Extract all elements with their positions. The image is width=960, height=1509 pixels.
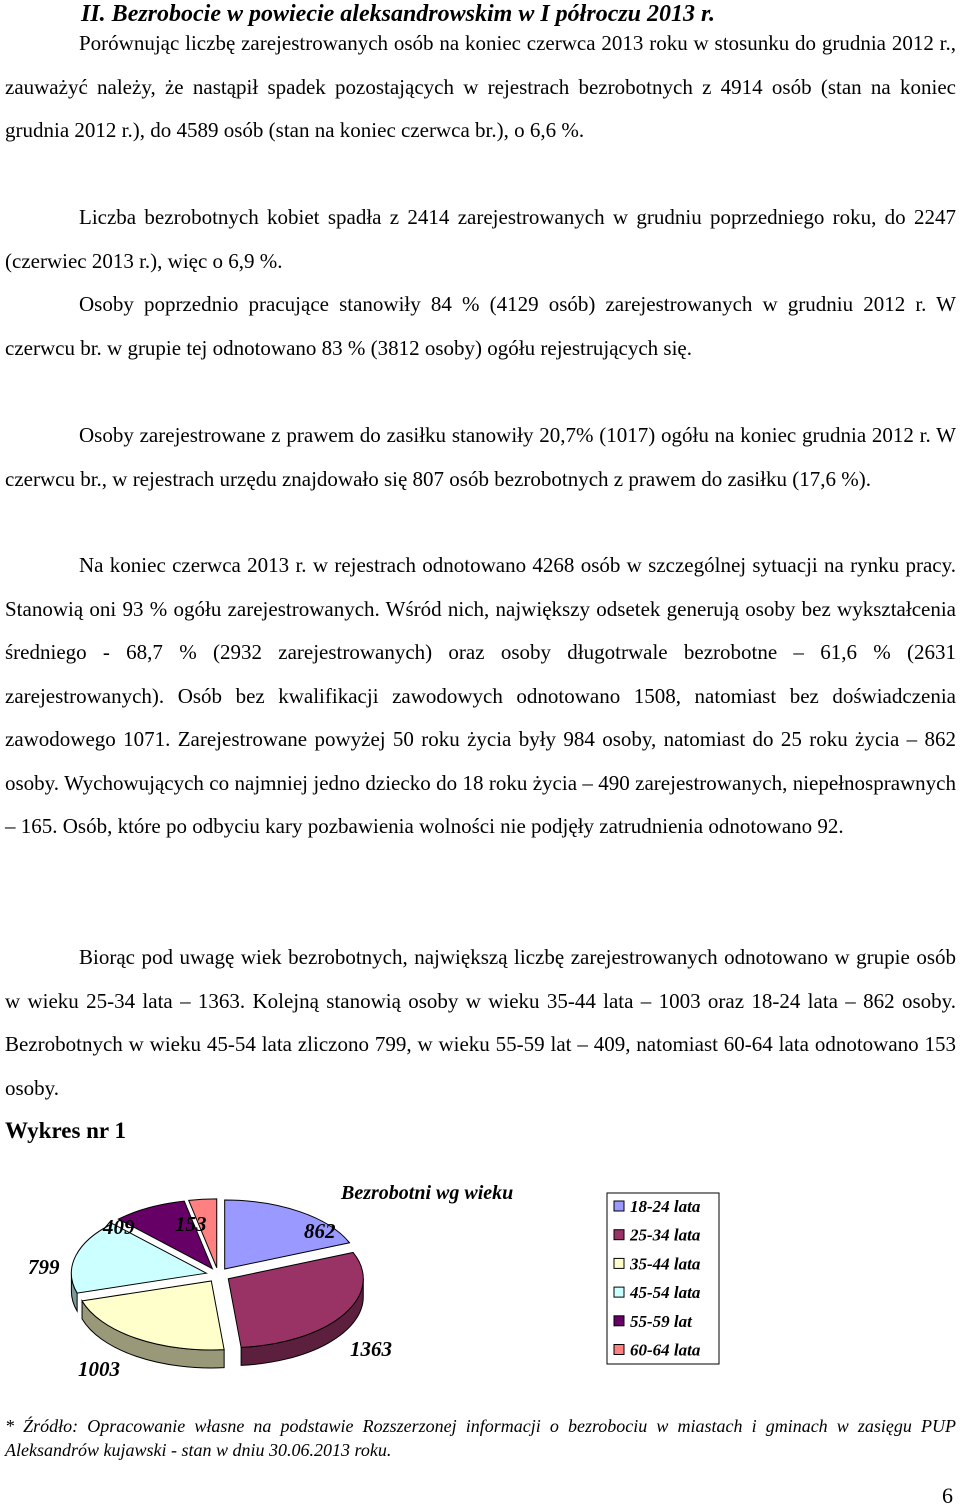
slice-value-label: 799 <box>28 1255 60 1279</box>
legend-frame <box>607 1193 719 1364</box>
legend-swatch <box>614 1258 624 1268</box>
section-heading: II. Bezrobocie w powiecie aleksandrowskim w I półroczu 2013 r. <box>81 1 716 27</box>
legend-entry-label: 45-54 lata <box>630 1283 701 1303</box>
legend-swatch <box>614 1287 624 1297</box>
footnote: * Źródło: Opracowanie własne na podstawie Rozszerzonej informacji o bezrobociu w miastach i gminach w zasięgu PUP Aleksandrów kujawski - stan w dniu 30.06.2013 roku. <box>5 1416 956 1460</box>
legend-entry-label: 55-59 lat <box>630 1311 692 1331</box>
slice-value-label: 1363 <box>350 1337 392 1361</box>
paragraph-previously-employed: Osoby poprzednio pracujące stanowiły 84 % (4129 osób) zarejestrowanych w grudniu 2012 r. W czerwcu br. w grupie tej odnotowano 83 % (3812 osoby) ogółu rejestrujących się. <box>5 292 956 360</box>
legend-entry-label: 18-24 lata <box>630 1197 701 1216</box>
slice-value-label: 1003 <box>78 1357 120 1381</box>
age-pie-chart <box>0 1170 960 1410</box>
legend-swatch <box>614 1201 624 1211</box>
figure-label: Wykres nr 1 <box>5 1118 126 1143</box>
pie-slice-35-44-lata <box>82 1281 224 1368</box>
slice-value-label: 153 <box>175 1212 207 1236</box>
paragraph-registered: Porównując liczbę zarejestrowanych osób na koniec czerwca 2013 roku w stosunku do grudnia 2012 r., zauważyć należy, że nastąpił spadek pozostających w rejestrach bezrobotnych z 4914 osób (stan na koniec grudnia 2012 r.), do 4589 osób (stan na koniec czerwca br.), o 6,6 %. <box>5 31 956 142</box>
legend-entry-label: 60-64 lata <box>630 1340 701 1360</box>
paragraph-special-situation: Na koniec czerwca 2013 r. w rejestrach odnotowano 4268 osób w szczególnej sytuacji na rynku pracy. Stanowią oni 93 % ogółu zarejestrowanych. Wśród nich, największy odsetek generują osoby bez wykształcenia średniego - 68,7 % (2932 zarejestrowanych) oraz osoby długotrwale bezrobotne – 61,6 % (2631 zarejestrowanych). Osób bez kwalifikacji zawodowych odnotowano 1508, natomiast bez doświadczenia zawodowego 1071. Zarejestrowane powyżej 50 roku życia były 984 osoby, natomiast do 25 roku życia – 862 osoby. Wychowujących co najmniej jedno dziecko do 18 roku życia – 490 zarejestrowanych, niepełnosprawnych – 165. Osób, które po odbyciu kary pozbawienia wolności nie podjęły zatrudnienia odnotowano 92. <box>5 553 956 838</box>
slice-value-label: 862 <box>304 1219 336 1243</box>
slice-value-label: 409 <box>103 1215 135 1239</box>
paragraph-age: Biorąc pod uwagę wiek bezrobotnych, największą liczbę zarejestrowanych odnotowano w grupie osób w wieku 25-34 lata – 1363. Kolejną stanowią osoby w wieku 35-44 lata – 1003 oraz 18-24 lata – 862 osoby. Bezrobotnych w wieku 45-54 lata zliczono 799, w wieku 55-59 lat – 409, natomiast 60-64 lata odnotowano 153 osoby. <box>5 945 956 1100</box>
legend-entry-label: 25-34 lata <box>630 1225 701 1245</box>
page-number: 6 <box>942 1483 953 1508</box>
legend-swatch <box>614 1316 624 1326</box>
paragraph-women: Liczba bezrobotnych kobiet spadła z 2414 zarejestrowanych w grudniu poprzedniego roku, do 2247 (czerwiec 2013 r.), więc o 6,9 %. <box>5 205 956 273</box>
pie-slice-25-34-lata <box>228 1252 363 1365</box>
chart-title: Bezrobotni wg wieku <box>341 1182 514 1204</box>
legend-swatch <box>614 1345 624 1355</box>
legend-swatch <box>614 1230 624 1240</box>
legend-entry-label: 35-44 lata <box>630 1254 701 1274</box>
paragraph-benefit: Osoby zarejestrowane z prawem do zasiłku stanowiły 20,7% (1017) ogółu na koniec grudnia 2012 r. W czerwcu br., w rejestrach urzędu znajdowało się 807 osób bezrobotnych z prawem do zasiłku (17,6 %). <box>5 423 956 491</box>
